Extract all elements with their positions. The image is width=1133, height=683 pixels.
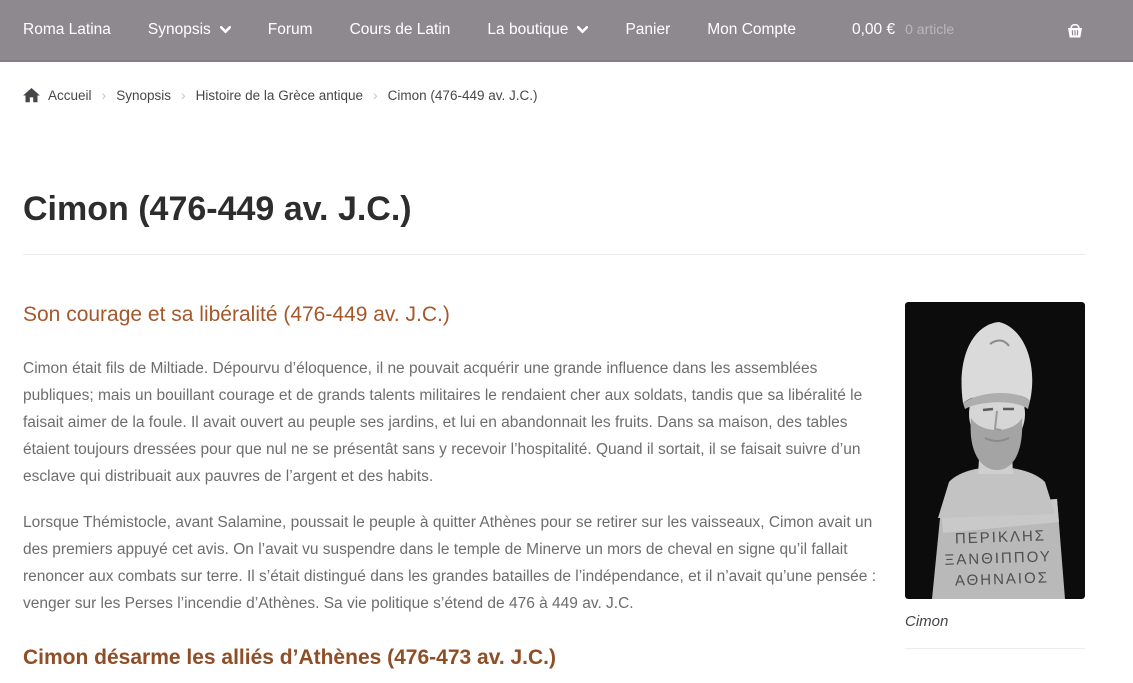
breadcrumb-current-page: Cimon (476-449 av. J.C.) [387,87,538,103]
breadcrumb-separator: › [373,87,378,103]
article-paragraph-1: Cimon était fils de Miltiade. Dépourvu d’éloquence, il ne pouvait acquérir une grande influence dans les assemblées publiques; mais un bouillant courage et de grands talents militaires le rendaient cher aux soldats, tandis que sa libéralité le faisait aimer de la foule. Il avait ouvert au peuple ses jardins, et lui en abandonnait les fruits. Dans sa maison, des tables étaient toujours dressées pour que nul ne se présentât sans y recevoir l’hospitalité. Quand il sortait, il se faisait suivre d’un esclave qui distribuait aux pauvres de l’argent et des habits. [23,360,863,485]
cimon-bust-image [905,302,1085,599]
cart-total-link[interactable] [852,21,954,39]
title-divider [23,254,1085,255]
cart-summary [852,21,1085,40]
content-row [23,302,1085,671]
bust-inscription-line-1: ΠΕΡΙΚΛΗΣ [954,527,1047,548]
main-content [23,189,1085,671]
chevron-down-icon [220,26,231,34]
nav-item-synopsis[interactable] [148,21,231,39]
nav-item-mon-compte[interactable]: Mon Compte [707,21,796,38]
nav-item-la-boutique-label: La boutique [487,21,569,38]
top-navigation-bar [0,0,1133,62]
nav-item-cours-de-latin[interactable]: Cours de Latin [349,21,451,38]
basket-button[interactable] [1065,21,1085,40]
nav-item-synopsis-label: Synopsis [147,21,211,38]
article-paragraph-2: Lorsque Thémistocle, avant Salamine, poussait le peuple à quitter Athènes pour se retirer sur les vaisseaux, Cimon avait un des premiers appuyé cet avis. On l’avait vu suspendre dans le temple de Minerve un mors de cheval en signe qu’il fallait renoncer aux combats sur terre. Il s’était distingué dans les grandes batailles de l’indépendance, et il n’avait qu’une pensée : venger sur les Perses l’incendie d’Athènes. Sa vie politique s’étend de 476 à 449 av. J.C. [23,514,877,612]
bust-inscription-line-2: ΞΑΝΘΙΠΠΟΥ [944,548,1053,569]
nav-item-la-boutique[interactable] [487,21,588,39]
section-heading-courage: Son courage et sa libéralité (476-449 av. J.C.) [23,303,450,326]
image-caption: Cimon [905,613,949,630]
bust-inscription-line-3: ΑΘΗΝΑΙΟΣ [954,569,1050,590]
chevron-down-icon [577,26,588,34]
sidebar-image-column [905,302,1085,671]
section-heading-desarme: Cimon désarme les alliés d’Athènes (476-473 av. J.C.) [23,646,557,669]
cimon-figure [905,302,1085,630]
nav-item-panier[interactable]: Panier [625,21,671,38]
topbar-inner [23,0,1085,60]
breadcrumb-label-accueil: Accueil [48,87,92,103]
sidebar-divider [905,648,1085,649]
home-icon [23,88,40,103]
cart-total-amount: 0,00 € [852,21,896,38]
breadcrumb [23,87,1133,103]
article-text-column [23,302,880,671]
nav-item-roma-latina[interactable]: Roma Latina [23,21,111,38]
breadcrumb-separator: › [101,87,107,103]
nav-item-forum[interactable]: Forum [267,21,313,38]
breadcrumb-link-histoire-grece[interactable]: Histoire de la Grèce antique [195,87,363,103]
breadcrumb-separator: › [180,87,186,103]
cart-item-count: 0 article [905,21,955,37]
page-title: Cimon (476-449 av. J.C.) [23,190,412,228]
basket-icon [1065,21,1085,40]
breadcrumb-link-accueil[interactable] [23,88,92,103]
breadcrumb-link-synopsis[interactable]: Synopsis [116,87,171,103]
